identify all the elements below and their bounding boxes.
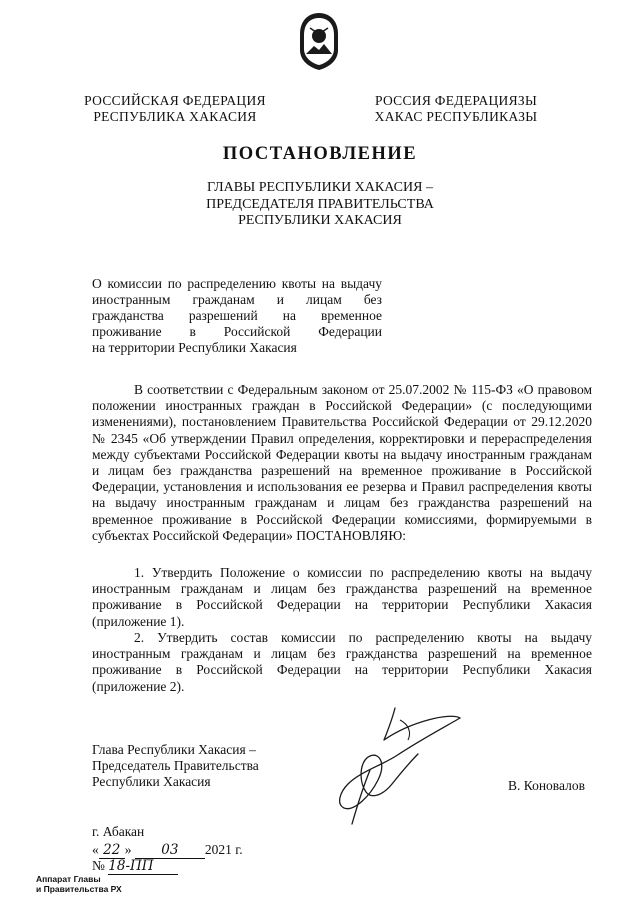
stamp-line2: и Правительства РХ: [36, 884, 122, 894]
document-title: ПОСТАНОВЛЕНИЕ: [222, 144, 418, 164]
date-year: 2021 г.: [204, 842, 243, 857]
document-date: [92, 842, 292, 859]
paragraph-preamble: В соответствии с Федеральным законом от 25.07.2002 № 115-ФЗ «О правовом положении иностранных граждан в Российской Федерации» (с последующими изменениями), постановлением Правительства Российской Федерации от 29.12.2020 № 2345 «Об утверждении Правил определения, корректировки и перераспределения между субъектами Российской Федерации квоты на выдачу иностранным гражданам и лицам без гражданства разрешений на временное проживание в Российской Федерации, установления и использования ее резерва и Правил распределения квоты на выдачу иностранным гражданам и лицам без гражданства разрешений на временное проживание в Российской Федерации комиссиями, формируемыми в субъектах Российской Федерации» ПОСТАНОВЛЯЮ:: [92, 382, 592, 543]
header-right-line1: РОССИЯ ФЕДЕРАЦИЯЗЫ: [374, 93, 538, 108]
document-number: [92, 858, 178, 875]
city-label: г. Абакан: [92, 824, 145, 839]
stamp-line1: Аппарат Главы: [36, 874, 101, 884]
coat-of-arms-emblem: [296, 10, 342, 72]
number-value: 18-ПП: [108, 858, 178, 875]
number-prefix: №: [92, 858, 105, 873]
signatory-position-line2: Председатель Правительства: [92, 758, 259, 773]
subtitle-line3: РЕСПУБЛИКИ ХАКАСИЯ: [238, 213, 402, 228]
subject-line3: гражданства разрешений на временное: [92, 308, 382, 323]
office-stamp: [36, 874, 122, 894]
signatory-position: [92, 742, 292, 790]
header-right: [366, 93, 546, 125]
date-day: 22: [99, 842, 125, 859]
header-left: [80, 93, 270, 125]
subtitle-line1: ГЛАВЫ РЕСПУБЛИКИ ХАКАСИЯ –: [207, 180, 433, 195]
signatory-position-line3: Республики Хакасия: [92, 774, 211, 789]
subtitle-line2: ПРЕДСЕДАТЕЛЯ ПРАВИТЕЛЬСТВА: [206, 196, 434, 212]
date-close-quote: »: [124, 842, 132, 857]
paragraph-item-1: 1. Утвердить Положение о комиссии по распределению квоты на выдачу иностранным гражданам и лицам без гражданства разрешений на временное проживание в Российской Федерации на территории Республики Хакасия (приложение 1).: [92, 565, 592, 629]
document-subtitle: [170, 180, 470, 230]
document-subject: [92, 276, 382, 356]
paragraph-item-2: 2. Утвердить состав комиссии по распределению квоты на выдачу иностранным гражданам и лицам без гражданства разрешений на временное проживание в Российской Федерации на территории Республики Хакасия (приложение 2).: [92, 630, 592, 694]
signatory-position-line1: Глава Республики Хакасия –: [92, 742, 256, 757]
subject-line1: О комиссии по распределению квоты на выдачу: [92, 276, 382, 291]
subject-line2: иностранным гражданам и лицам без: [92, 292, 382, 307]
date-open-quote: «: [92, 842, 99, 857]
header-right-line2: ХАКАС РЕСПУБЛИКАЗЫ: [374, 109, 538, 124]
header-left-line1: РОССИЙСКАЯ ФЕДЕРАЦИЯ: [84, 93, 266, 108]
header-left-line2: РЕСПУБЛИКА ХАКАСИЯ: [93, 109, 257, 124]
date-month: 03: [135, 842, 205, 859]
signatory-name: В. Коновалов: [508, 778, 585, 793]
subject-line4: проживание в Российской Федерации: [92, 324, 382, 339]
subject-line5: на территории Республики Хакасия: [92, 340, 297, 355]
handwritten-signature: [300, 700, 470, 830]
